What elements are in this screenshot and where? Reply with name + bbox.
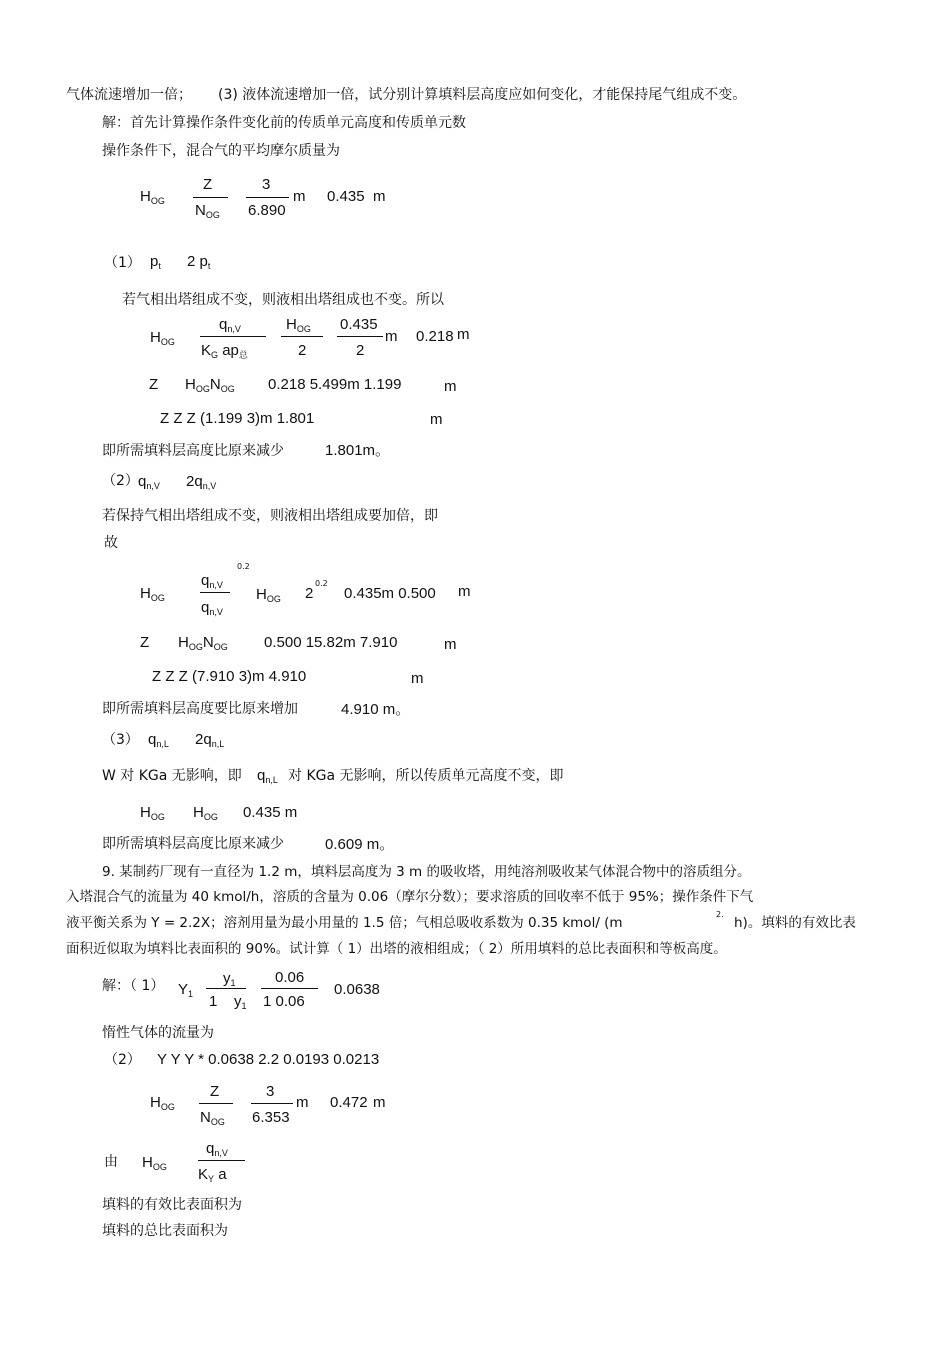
text-line: 对 KGa 无影响，所以传质单元高度不变，即 <box>288 768 564 784</box>
text-line: 若保持气相出塔组成不变，则液相出塔组成要加倍，即 <box>102 508 438 524</box>
text-line: 若气相出塔组成不变，则液相出塔组成也不变。所以 <box>122 292 444 308</box>
case-3-label: （3） <box>102 732 139 748</box>
problem-9-line: 9. 某制药厂现有一直径为 1.2 m，填料层高度为 3 m 的吸收塔，用纯溶剂吸收某气体混合物中的溶质组分。 <box>102 864 751 880</box>
text-line: 填料的有效比表面积为 <box>102 1197 242 1213</box>
problem-9-line: 液平衡关系为 Y = 2.2X；溶剂用量为最小用量的 1.5 倍；气相总吸收系数为 0.35 kmol/ (m <box>66 915 623 931</box>
text-line: 故 <box>104 535 118 551</box>
text-line: 操作条件下，混合气的平均摩尔质量为 <box>102 143 340 159</box>
equation-flow-liquid: $q_{n,L}$ $2q_{n,L}$ <box>148 731 225 749</box>
problem-9-line: h)。填料的有效比表 <box>734 915 856 931</box>
text-line: (3) 液体流速增加一倍，试分别计算填料层高度应如何变化，才能保持尾气组成不变。 <box>218 87 747 103</box>
text-line: 填料的总比表面积为 <box>102 1223 228 1239</box>
result-value: 0.609 m。 <box>325 836 395 853</box>
text-line: 解：首先计算操作条件变化前的传质单元高度和传质单元数 <box>102 115 466 131</box>
text-line: 惰性气体的流量为 <box>102 1025 214 1041</box>
text-line: 即所需填料层高度要比原来增加 <box>102 701 298 717</box>
equation-flow-gas: $q_{n,V}$ $2q_{n,V}$ <box>138 473 217 491</box>
text-line: 气体流速增加一倍； <box>66 87 192 103</box>
text-line: 即所需填料层高度比原来减少 <box>102 443 284 459</box>
symbol-q: $q_{n,L}$ <box>257 767 278 785</box>
problem-9-line: 面积近似取为填料比表面积的 90%。试计算（ 1）出塔的液相组成；（ 2）所用填料的总比表面积和等板高度。 <box>66 941 727 957</box>
result-value: 4.910 m。 <box>341 701 411 718</box>
text-line: 即所需填料层高度比原来减少 <box>102 836 284 852</box>
text-line: 由 <box>104 1154 118 1170</box>
solution-2-label: （2） <box>104 1052 141 1068</box>
equation-pressure: $p_t$ 2 $p_t$ <box>150 253 211 271</box>
equation-y2: Y Y Y * 0.0638 2.2 0.0193 0.0213 <box>157 1051 380 1068</box>
superscript: 2. <box>716 910 724 919</box>
text-line: W 对 KGa 无影响，即 <box>102 768 242 784</box>
solution-label: 解：（ 1） <box>102 978 165 994</box>
case-2-label: （2） <box>102 473 139 489</box>
problem-9-line: 入塔混合气的流量为 40 kmol/h，溶质的含量为 0.06（摩尔分数）；要求溶质的回收率不低于 95%；操作条件下气 <box>66 889 754 905</box>
case-1-label: （1） <box>104 255 141 271</box>
result-value: 1.801m。 <box>325 442 391 459</box>
